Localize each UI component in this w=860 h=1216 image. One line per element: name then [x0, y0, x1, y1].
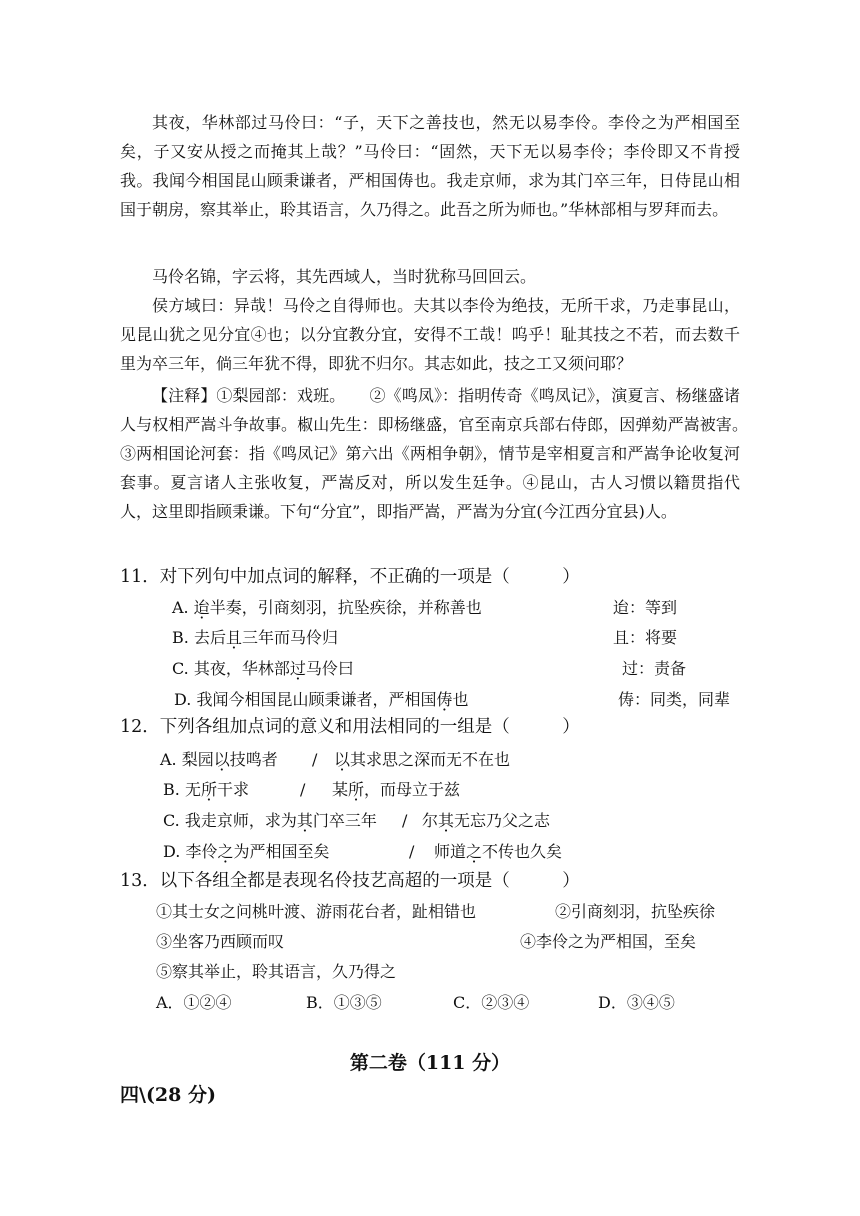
- option-text: 门卒三年: [312, 811, 377, 830]
- option-text: 李伶: [185, 842, 218, 861]
- option-text: 尔: [422, 811, 439, 830]
- option-text: 半奏，引商刻羽，抗坠疾徐，并称善也: [209, 598, 482, 617]
- option-letter: C.: [172, 659, 189, 678]
- option-text: 梨园: [181, 750, 214, 769]
- q12-separator: /: [312, 750, 318, 769]
- passage-paragraph-2: 马伶名锦，字云将，其先西域人，当时犹称马回回云。: [152, 267, 537, 286]
- question-11-stem: 11．对下列句中加点词的解释，不正确的一项是（ ）: [120, 567, 580, 587]
- dotted-character: 以: [334, 750, 351, 769]
- q13-choice-b: B．①③⑤: [306, 993, 382, 1012]
- q11-option-d: [174, 690, 468, 710]
- option-text: 我闻今相国昆山顾秉谦者，严相国: [196, 690, 437, 709]
- q12-separator: /: [402, 811, 408, 830]
- dotted-character: 以: [213, 750, 230, 769]
- option-text: 其求思之深而无不在也: [350, 750, 511, 769]
- option-text: 去后: [193, 628, 226, 647]
- q12-separator: /: [409, 842, 415, 861]
- option-text: 不传也久矣: [482, 842, 563, 861]
- q11-gloss-c: 过：责备: [622, 659, 687, 678]
- q13-choice-d: D．③④⑤: [598, 993, 675, 1012]
- q13-choice-c: C．②③④: [453, 993, 530, 1012]
- option-text: 为严相国至矣: [233, 842, 330, 861]
- option-text: 技鸣者: [229, 750, 278, 769]
- dotted-character: 之: [466, 842, 483, 861]
- option-letter: D.: [163, 842, 181, 861]
- q13-item-4: ④李伶之为严相国，至矣: [520, 932, 697, 951]
- q13-item-2: ②引商刻羽，抗坠疾徐: [555, 902, 716, 921]
- q11-gloss-a: 迨：等到: [613, 598, 678, 617]
- q12-option-d: [163, 842, 329, 862]
- option-text: 马伶曰: [305, 659, 354, 678]
- q11-option-c: [172, 659, 354, 679]
- q12-option-d-second: [434, 842, 562, 862]
- q12-option-c: [163, 811, 377, 831]
- q11-gloss-d: 俦：同类，同辈: [618, 690, 731, 709]
- option-text: 无忘乃父之志: [454, 811, 551, 830]
- q13-item-3: ③坐客乃西顾而叹: [156, 932, 285, 951]
- q11-gloss-b: 且：将要: [613, 628, 678, 647]
- dotted-character: 迨: [193, 598, 210, 617]
- option-text: 师道: [434, 842, 467, 861]
- option-letter: D.: [174, 690, 192, 709]
- option-text: 也: [452, 690, 469, 709]
- question-13-stem: 13．以下各组全都是表现名伶技艺高超的一项是（ ）: [120, 871, 580, 891]
- q13-item-1: ①其士女之问桃叶渡、游雨花台者，趾相错也: [156, 902, 477, 921]
- q12-option-b-second: [332, 780, 460, 800]
- q11-option-a: [172, 598, 482, 618]
- option-text: 三年而马伶归: [241, 628, 338, 647]
- dotted-character: 俦: [436, 690, 453, 709]
- option-letter: B.: [163, 780, 180, 799]
- dotted-character: 其: [438, 811, 455, 830]
- q12-option-b: [163, 780, 249, 800]
- section-heading: 第二卷（111 分）: [349, 1052, 511, 1074]
- q12-option-c-second: [422, 811, 550, 831]
- dotted-character: 且: [225, 628, 242, 647]
- dotted-character: 所: [200, 780, 217, 799]
- passage-paragraph-1: 其夜，华林部过马伶曰：“子，天下之善技也，然无以易李伶。李伶之为严相国至矣，子又安从授之而掩其上哉？”马伶曰：“固然，天下无以易李伶；李伶即又不肯授我。我闻今相国昆山顾秉谦者，严相国俦也。我走京师，求为其门卒三年，日侍昆山相国于朝房，察其举止，聆其语言，久乃得之。此吾之所为师也。”华林部相与罗拜而去。: [120, 113, 740, 219]
- q11-option-b: [172, 628, 338, 648]
- dotted-character: 之: [217, 842, 234, 861]
- option-text: 干求: [216, 780, 249, 799]
- option-text: 某: [332, 780, 349, 799]
- section-four-title: 四\(28 分): [120, 1084, 216, 1106]
- option-letter: A.: [160, 750, 177, 769]
- q12-separator: /: [300, 780, 306, 799]
- option-letter: B.: [172, 628, 189, 647]
- option-letter: C.: [163, 811, 180, 830]
- dotted-character: 过: [289, 659, 306, 678]
- question-12-stem: 12．下列各组加点词的意义和用法相同的一组是（ ）: [120, 717, 580, 737]
- dotted-character: 其: [296, 811, 313, 830]
- option-text: 无: [184, 780, 201, 799]
- passage-paragraph-3: 侯方域曰：异哉！马伶之自得师也。夫其以李伶为绝技，无所干求，乃走事昆山，见昆山犹之见分宜④也；以分宜教分宜，安得不工哉！呜乎！耻其技之不若，而去数千里为卒三年，倘三年犹不得，即犹不归尔。其志如此，技之工又须问耶？: [120, 296, 740, 373]
- q12-option-a-second: [334, 750, 510, 770]
- option-letter: A.: [172, 598, 189, 617]
- q13-item-5: ⑤察其举止，聆其语言，久乃得之: [156, 962, 397, 981]
- q12-option-a: [160, 750, 278, 770]
- dotted-character: 所: [348, 780, 365, 799]
- option-text: ，而母立于兹: [364, 780, 461, 799]
- option-text: 我走京师，求为: [184, 811, 297, 830]
- option-text: 其夜，华林部: [193, 659, 290, 678]
- annotation-notes: 【注释】①梨园部：戏班。 ②《鸣凤》：指明传奇《鸣凤记》，演夏言、杨继盛诸人与权相严嵩斗争故事。椒山先生：即杨继盛，官至南京兵部右侍郎，因弹劾严嵩被害。 ③两相国论河套：指《鸣凤记》第六出《两相争朝》，情节是宰相夏言和严嵩争论收复河套事。夏言诸人主张收复，严嵩反对，所以发生廷争。④昆山，古人习惯以籍贯指代人，这里即指顾秉谦。下句“分宜”，即指严嵩，严嵩为分宜(今江西分宜县)人。: [120, 386, 773, 521]
- q13-choice-a: A．①②④: [156, 993, 232, 1012]
